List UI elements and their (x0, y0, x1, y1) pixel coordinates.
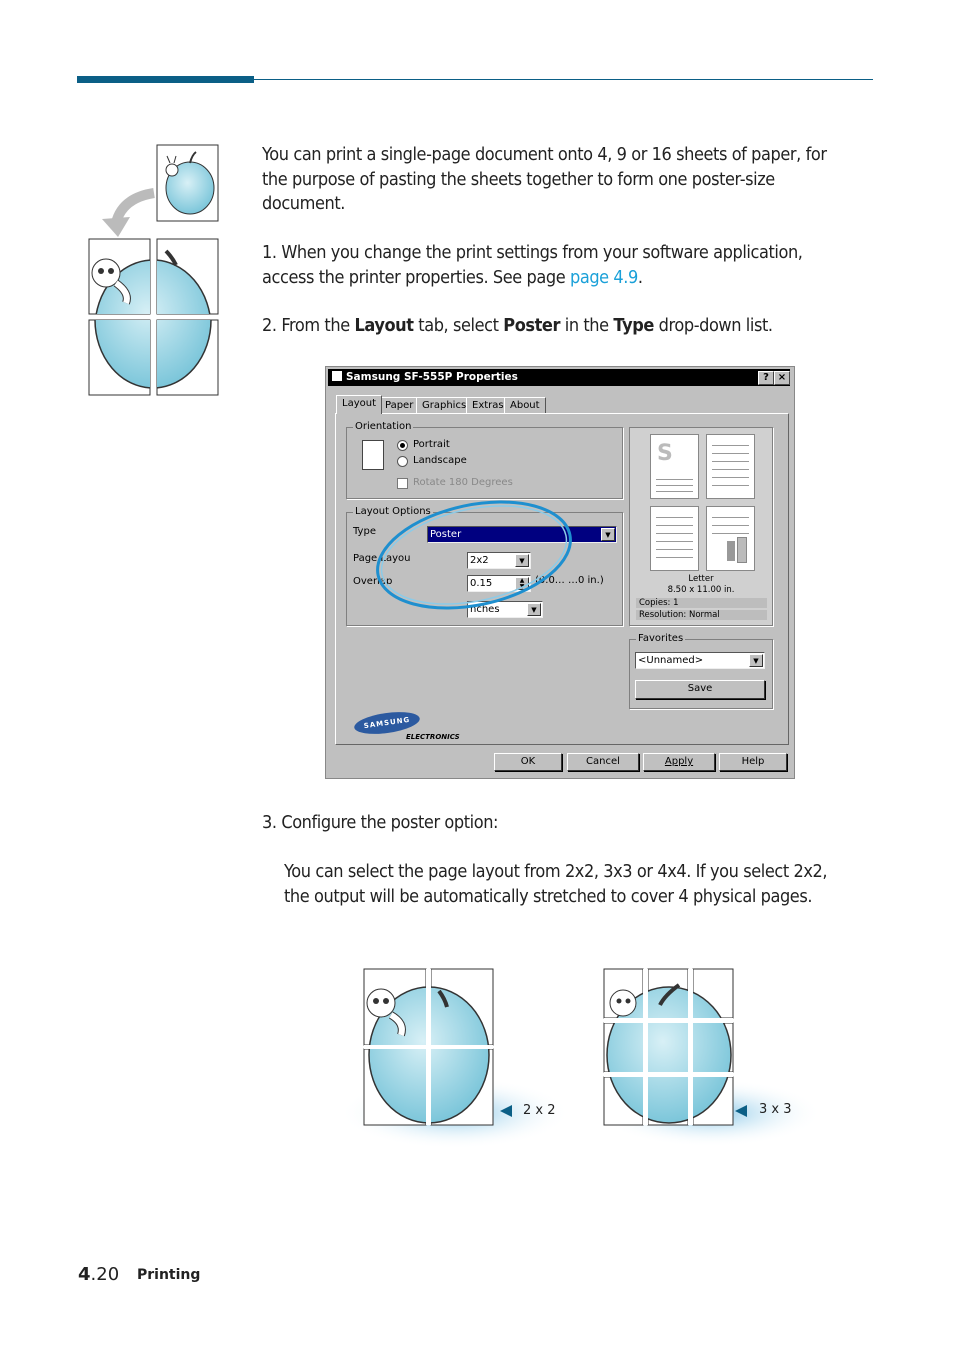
step-3: 3. Configure the poster option: (262, 813, 499, 833)
chevron-down-icon[interactable]: ▼ (749, 654, 763, 667)
favorites-group (629, 633, 773, 709)
copies-info: Copies: 1 (636, 598, 767, 608)
tab-extras[interactable]: Extras (466, 397, 510, 414)
step-2-type: Type (613, 316, 654, 336)
preview-paper: Letter (688, 574, 714, 584)
orientation-group (346, 421, 623, 499)
orientation-icon (362, 440, 384, 470)
step-2-mid2: in the (560, 316, 614, 336)
apply-button[interactable]: Apply (643, 753, 715, 771)
chevron-down-icon[interactable]: ▼ (527, 603, 541, 616)
overlap-range: (0.0… …0 in.) (535, 575, 604, 586)
brand-sub: ELECTRONICS (406, 733, 460, 741)
step-2 (262, 314, 848, 339)
portrait-label: Portrait (413, 439, 450, 450)
cancel-button[interactable]: Cancel (567, 753, 639, 771)
step-3-detail: You can select the page layout from 2x2, 3x3 or 4x4. If you select 2x2, the output will be automatically stretched to cover 4 physical pages. (284, 862, 828, 907)
poster-illustration (86, 143, 226, 401)
tab-about[interactable]: About (504, 397, 546, 414)
highlight-ring (370, 495, 580, 620)
brand-name: SAMSUNG (363, 715, 411, 731)
preview-page-4 (706, 506, 755, 571)
tab-graphics[interactable]: Graphics (416, 397, 472, 414)
label-3x3: 3 x 3 (759, 1102, 792, 1117)
header-rule-thin (254, 79, 873, 80)
ok-button[interactable]: OK (494, 753, 562, 771)
step-2-mid1: tab, select (413, 316, 504, 336)
landscape-radio[interactable] (397, 456, 408, 467)
help-title-button[interactable]: ? (758, 371, 774, 385)
overlap-label: Overlap (353, 576, 393, 587)
layout-options-label: Layout Options (355, 506, 431, 517)
save-button[interactable]: Save (635, 680, 765, 699)
rotate-checkbox[interactable] (397, 478, 408, 489)
page-suffix: .20 (90, 1264, 120, 1285)
type-value: Poster (430, 529, 462, 540)
preview-page-3 (650, 506, 699, 571)
step-2-layout: Layout (354, 316, 414, 336)
landscape-label: Landscape (413, 455, 467, 466)
portrait-radio[interactable] (397, 440, 408, 451)
step-1 (262, 241, 848, 290)
step-1-text: 1. When you change the print settings from your software application, access the printer properties. See page (262, 243, 803, 288)
resolution-info: Resolution: Normal (636, 610, 767, 620)
page-link[interactable]: page 4.9 (569, 267, 638, 288)
orientation-label: Orientation (355, 421, 412, 432)
dialog-title: Samsung SF-555P Properties (346, 371, 518, 383)
step-1-end: . (637, 267, 643, 288)
dialog-titlebar (328, 369, 790, 386)
preview-group (629, 427, 773, 626)
tab-layout[interactable]: Layout (336, 395, 382, 414)
page-layout-value: 2x2 (470, 555, 489, 566)
intro-paragraph: You can print a single-page document onto 4, 9 or 16 sheets of paper, for the purpose of pasting the sheets together to form one poster-size document. (262, 145, 827, 214)
printer-icon (332, 371, 342, 381)
preview-page-2 (706, 434, 755, 499)
preview-size: 8.50 x 11.00 in. (667, 585, 735, 595)
chevron-down-icon[interactable]: ▼ (515, 554, 529, 567)
poster-2x2-illustration (335, 965, 575, 1155)
label-2x2: 2 x 2 (523, 1103, 556, 1118)
step-2-poster: Poster (503, 316, 561, 336)
rotate-label: Rotate 180 Degrees (413, 477, 513, 488)
header-rule-thick (77, 76, 254, 83)
type-label: Type (353, 526, 376, 537)
chevron-down-icon[interactable]: ▼ (601, 528, 615, 541)
favorites-dropdown[interactable] (635, 652, 765, 669)
step-2-end: drop-down list. (653, 316, 773, 336)
favorites-label: Favorites (638, 633, 684, 644)
footer-title: Printing (137, 1267, 201, 1283)
favorites-value: <Unnamed> (638, 655, 704, 666)
step-2-text: 2. From the (262, 316, 355, 336)
page-layout-label: Page Layou (353, 553, 411, 564)
page-number (78, 1264, 119, 1285)
spinner-icon[interactable]: ▲ ▼ (515, 577, 529, 590)
poster-3x3-illustration (585, 965, 825, 1155)
units-value: nches (470, 604, 500, 615)
chapter-number: 4 (78, 1264, 91, 1285)
overlap-value: 0.15 (470, 578, 493, 589)
close-button[interactable]: × (774, 371, 790, 385)
help-button[interactable]: Help (719, 753, 787, 771)
tab-paper[interactable]: Paper (379, 397, 419, 414)
preview-page-1: S (650, 434, 699, 499)
